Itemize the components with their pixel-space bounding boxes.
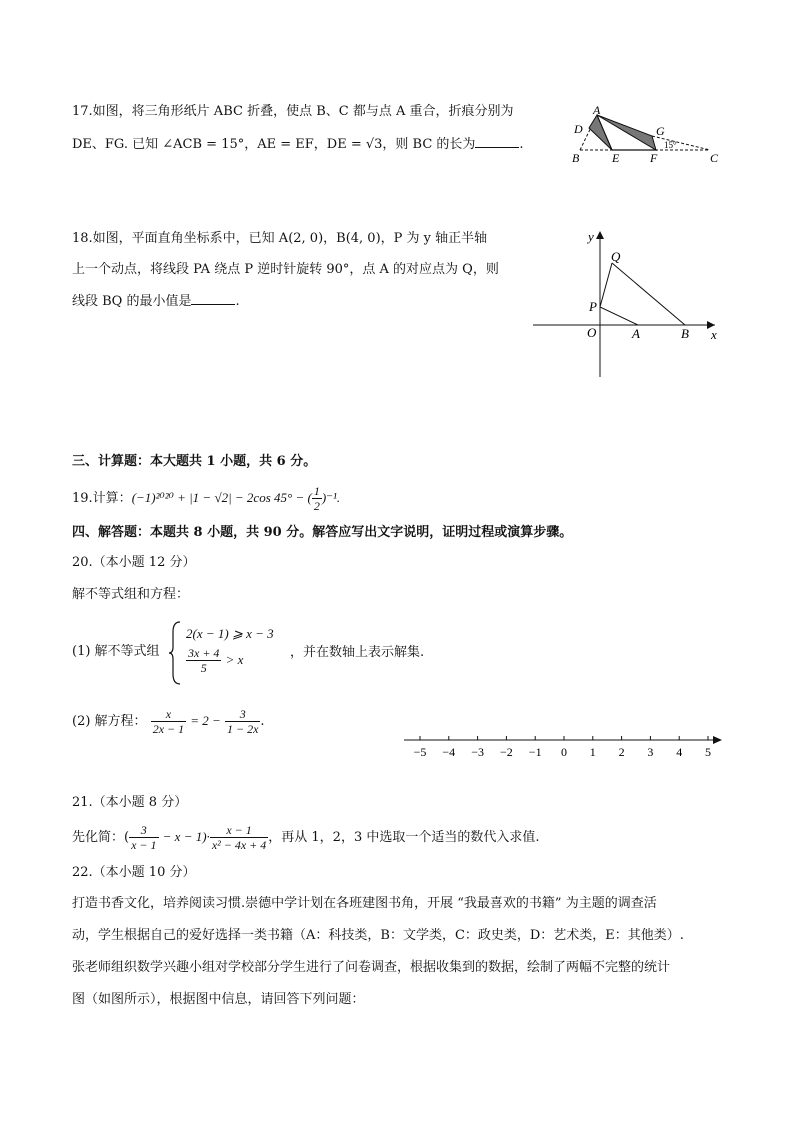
answer-blank[interactable] bbox=[191, 291, 235, 305]
number-line-label: 3 bbox=[647, 745, 654, 759]
q18-line1: 18.如图，平面直角坐标系中，已知 A(2, 0)，B(4, 0)，P 为 y 轴正半轴 bbox=[72, 231, 488, 246]
q20-p1-ineq2: $\frac{3x + 4}{5}$ > x bbox=[188, 646, 244, 675]
segment-qpa bbox=[600, 263, 638, 325]
section-4-heading: 四、解答题：本题共 8 小题，共 90 分。解答应写出文字说明，证明过程或演算步骤。 bbox=[72, 525, 573, 540]
q18-line2: 上一个动点，将线段 PA 绕点 P 逆时针旋转 90°，点 A 的对应点为 Q，则 bbox=[72, 262, 499, 277]
label-b: B bbox=[681, 326, 689, 341]
q22-line1: 打造书香文化，培养阅读习惯.崇德中学计划在各班建图书角，开展 “我最喜欢的书籍” 为主题的调查活 bbox=[72, 896, 657, 911]
number-line bbox=[400, 728, 730, 768]
q21-body: 先化简：( $\frac{3}{x - 1}$ − x − 1)· $\frac{x - 1}{\text{x² − 4x + 4}}$ ，再从 1，2，3 中选取一个适当的数代入求值. bbox=[72, 823, 540, 852]
q17-figure bbox=[560, 100, 730, 170]
label-g: G bbox=[656, 124, 665, 138]
q20-head: 20.（本小题 12 分） bbox=[72, 555, 196, 570]
q22-line2: 动，学生根据自己的爱好选择一类书籍（A：科技类，B：文学类，C：政史类，D：艺术类，E：其他类）. bbox=[72, 928, 684, 943]
number-line-label: −2 bbox=[500, 745, 513, 759]
number-line-label: −4 bbox=[442, 745, 456, 759]
q20-p1-tail: ，并在数轴上表示解集. bbox=[290, 645, 425, 660]
number-line-label: 1 bbox=[589, 745, 596, 759]
q20-p1-ineq1: 2(x − 1) ⩾ x − 3 bbox=[186, 626, 274, 641]
number-line-label: 4 bbox=[676, 745, 683, 759]
label-b: B bbox=[572, 151, 580, 165]
number-line-label: 5 bbox=[705, 745, 711, 759]
label-p: P bbox=[589, 299, 597, 314]
brace-icon bbox=[168, 620, 182, 686]
label-d: D bbox=[574, 122, 583, 136]
label-o: O bbox=[587, 325, 597, 340]
y-axis-arrow bbox=[596, 231, 604, 239]
label-q: Q bbox=[611, 249, 621, 264]
q22-head: 22.（本小题 10 分） bbox=[72, 865, 196, 880]
dashed-gc bbox=[652, 136, 710, 150]
q20-intro: 解不等式组和方程： bbox=[72, 587, 190, 602]
segment-qb bbox=[612, 263, 685, 325]
q18-figure bbox=[530, 225, 730, 385]
label-a: A bbox=[632, 326, 640, 341]
answer-blank[interactable] bbox=[475, 134, 519, 148]
label-x: x bbox=[711, 327, 717, 342]
q17-line2: DE、FG. 已知 ∠ACB = 15°，AE = EF，DE = √3，则 BC 的长为 . bbox=[72, 134, 524, 155]
number-line-label: 2 bbox=[618, 745, 625, 759]
label-c: C bbox=[710, 151, 719, 165]
number-line-label: −3 bbox=[471, 745, 484, 759]
label-a: A bbox=[593, 103, 601, 117]
section-3-heading: 三、计算题：本大题共 1 小题，共 6 分。 bbox=[72, 454, 317, 469]
q22-line4: 图（如图所示），根据图中信息，请回答下列问题： bbox=[72, 992, 365, 1007]
fraction-half: $\frac{1}{2}$ bbox=[313, 484, 320, 513]
number-line-arrow bbox=[713, 736, 722, 744]
label-e: E bbox=[612, 151, 620, 165]
q19: 19.计算：(−1)²⁰²⁰ + |1 − √2| − 2cos 45° − ( $\frac{1}{2}$ )⁻¹. bbox=[72, 484, 341, 513]
label-f: F bbox=[650, 151, 658, 165]
label-y: y bbox=[588, 229, 594, 244]
q17-line1: 17.如图，将三角形纸片 ABC 折叠，使点 B、C 都与点 A 重合，折痕分别为 bbox=[72, 104, 514, 119]
q22-line3: 张老师组织数学兴趣小组对学校部分学生进行了问卷调查，根据收集到的数据，绘制了两幅不完整的统计 bbox=[72, 960, 671, 975]
number-line-label: −5 bbox=[413, 745, 427, 759]
q20-p1-label: (1) 解不等式组 bbox=[72, 644, 160, 659]
q20-p2: (2) 解方程： $\frac{x}{2x - 1}$ = 2 − $\frac{3}{1 - 2x}$ . bbox=[72, 707, 265, 736]
number-line-label: 0 bbox=[561, 745, 567, 759]
q18-line3: 线段 BQ 的最小值是 . bbox=[72, 291, 240, 312]
q21-head: 21.（本小题 8 分） bbox=[72, 795, 188, 810]
number-line-label: −1 bbox=[528, 745, 542, 759]
label-angle: 15° bbox=[664, 140, 677, 150]
